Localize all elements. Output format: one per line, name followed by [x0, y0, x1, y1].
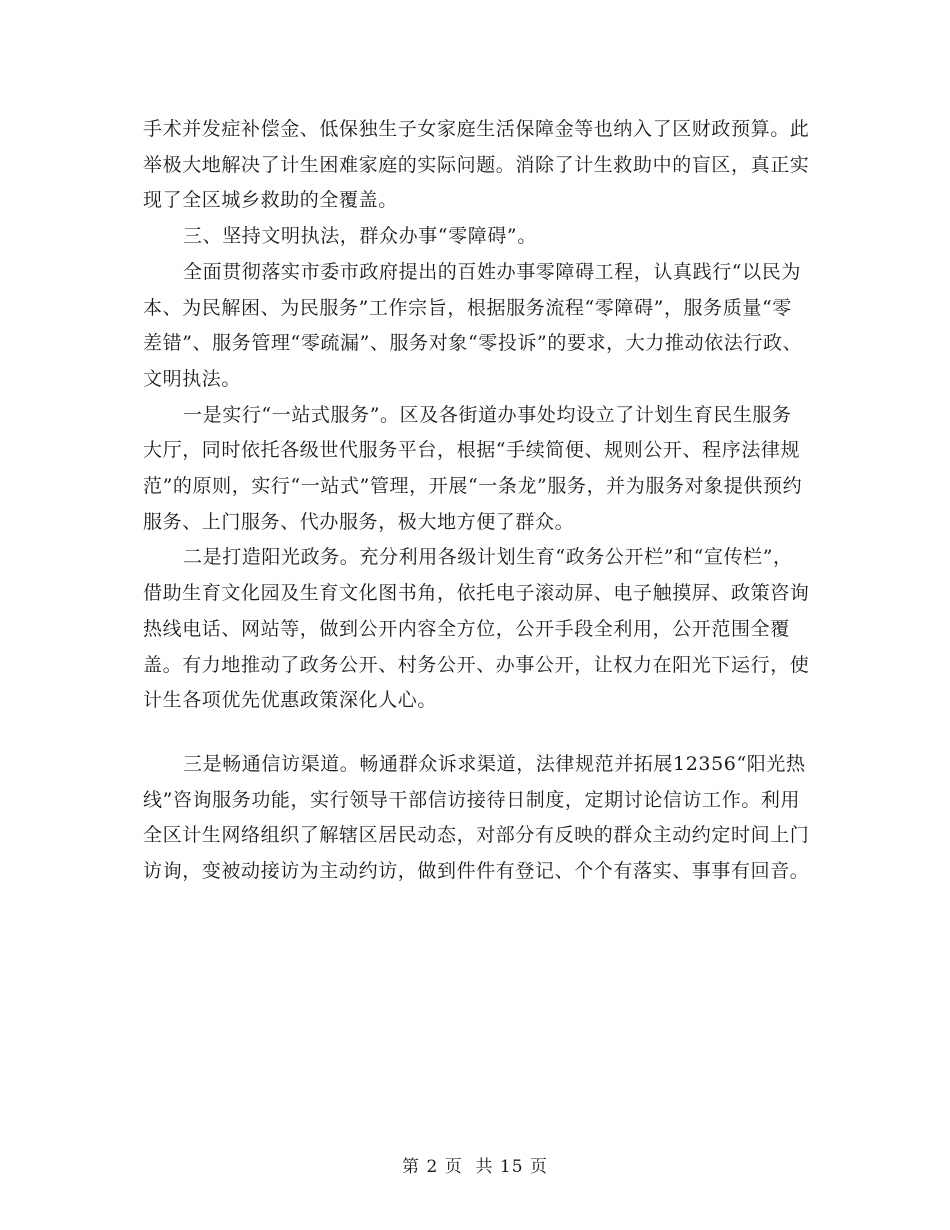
page-label-prefix: 第	[402, 1157, 421, 1177]
section-heading: 三、坚持文明执法，群众办事“零障碍”。	[183, 225, 537, 248]
paragraph-intro: 全面贯彻落实市委市政府提出的百姓办事零障碍工程，认真践行“以民为本、为民解困、为民服务”工作宗旨，根据服务流程“零障碍”，服务质量“零差错”、服务管理“零疏漏”、服务对象“零投诉”的要求，大力推动依法行政、文明执法。	[143, 260, 803, 390]
page-label-suffix: 页	[529, 1157, 548, 1177]
paragraph-petition-channels: 三是畅通信访渠道。畅通群众诉求渠道，法律规范并拓展12356“阳光热线”咨询服务功能，实行领导干部信访接待日制度，定期讨论信访工作。利用全区计生网络组织了解辖区居民动态，对部分有反映的群众主动约定时间上门访询，变被动接访为主动约访，做到件件有登记、个个有落实、事事有回音。	[143, 752, 810, 883]
page-footer	[0, 1152, 950, 1177]
total-pages-number: 15	[499, 1157, 524, 1177]
paragraph-continuation: 手术并发症补偿金、低保独生子女家庭生活保障金等也纳入了区财政预算。此举极大地解决了计生困难家庭的实际问题。消除了计生救助中的盲区，真正实现了全区城乡救助的全覆盖。	[143, 118, 810, 212]
paragraph-one-stop-service: 一是实行“一站式服务”。区及各街道办事处均设立了计划生育民生服务大厅，同时依托各级世代服务平台，根据“手续简便、规则公开、程序法律规范”的原则，实行“一站式”管理，开展“一条龙”服务，并为服务对象提供预约服务、上门服务、代办服务，极大地方便了群众。	[143, 403, 803, 533]
current-page-number: 2	[426, 1157, 439, 1177]
page-label-mid: 页 共	[444, 1157, 494, 1177]
document-body	[143, 112, 811, 890]
paragraph-sunshine-affairs: 二是打造阳光政务。充分利用各级计划生育“政务公开栏”和“宣传栏”，借助生育文化园及生育文化图书角，依托电子滚动屏、电子触摸屏、政策咨询热线电话、网站等，做到公开内容全方位，公开手段全利用，公开范围全覆盖。有力地推动了政务公开、村务公开、办事公开，让权力在阳光下运行，使计生各项优先优惠政策深化人心。	[143, 546, 810, 712]
